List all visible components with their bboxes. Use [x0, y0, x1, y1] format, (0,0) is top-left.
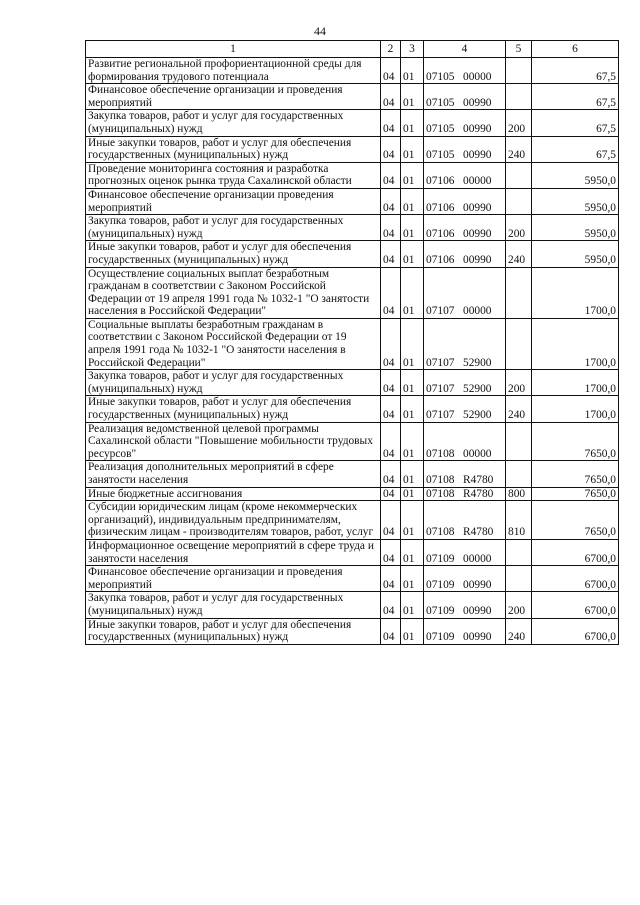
- row-subsection: 01: [401, 592, 424, 618]
- row-direction-code: 00000: [463, 305, 492, 318]
- row-direction-code: 52900: [463, 356, 492, 369]
- row-target-code: [424, 267, 506, 318]
- row-subsection: 01: [401, 566, 424, 592]
- table-row: [86, 58, 619, 84]
- row-target-code: [424, 566, 506, 592]
- row-target-code: [424, 215, 506, 241]
- row-program-code: 07108: [426, 487, 455, 500]
- row-target-code: [424, 396, 506, 422]
- row-section: 04: [381, 162, 401, 188]
- row-subsection: 01: [401, 539, 424, 565]
- table-row: [86, 487, 619, 501]
- row-direction-code: R4780: [463, 526, 494, 539]
- row-name: Иные закупки товаров, работ и услуг для обеспечения государственных (муниципальных) нужд: [86, 241, 381, 267]
- row-direction-code: R4780: [463, 474, 494, 486]
- row-program-code: 07107: [426, 409, 455, 422]
- row-program-code: 07107: [426, 356, 455, 369]
- table-row: [86, 501, 619, 540]
- row-program-code: 07109: [426, 631, 455, 644]
- row-name: Закупка товаров, работ и услуг для государственных (муниципальных) нужд: [86, 370, 381, 396]
- row-direction-code: 00990: [463, 96, 492, 109]
- row-expense-type: 240: [506, 396, 532, 422]
- row-target-code: [424, 370, 506, 396]
- row-name: Реализация ведомственной целевой программы Сахалинской области "Повышение мобильности трудовых ресурсов": [86, 422, 381, 461]
- row-amount: 1700,0: [532, 396, 619, 422]
- row-subsection: 01: [401, 461, 424, 487]
- row-section: 04: [381, 215, 401, 241]
- row-amount: 1700,0: [532, 370, 619, 396]
- row-amount: 1700,0: [532, 318, 619, 369]
- row-program-code: 07105: [426, 70, 455, 83]
- row-section: 04: [381, 396, 401, 422]
- table-row: [86, 267, 619, 318]
- row-name: Финансовое обеспечение организации и проведения мероприятий: [86, 566, 381, 592]
- row-expense-type: 240: [506, 241, 532, 267]
- row-name: Закупка товаров, работ и услуг для государственных (муниципальных) нужд: [86, 110, 381, 136]
- row-name: Субсидии юридическим лицам (кроме некоммерческих организаций), индивидуальным предпринимателям, физическим лицам - производителям товаров, работ, услуг: [86, 501, 381, 540]
- row-direction-code: 00000: [463, 552, 492, 565]
- row-direction-code: 52900: [463, 409, 492, 422]
- row-direction-code: 00990: [463, 253, 492, 266]
- row-subsection: 01: [401, 136, 424, 162]
- row-program-code: 07106: [426, 227, 455, 240]
- row-expense-type: 800: [506, 487, 532, 501]
- row-direction-code: 00000: [463, 175, 492, 188]
- row-program-code: 07108: [426, 474, 455, 486]
- row-name: Развитие региональной профориентационной среды для формирования трудового потенциала: [86, 58, 381, 84]
- row-section: 04: [381, 487, 401, 501]
- row-target-code: [424, 58, 506, 84]
- row-amount: 5950,0: [532, 215, 619, 241]
- table-row: [86, 136, 619, 162]
- row-direction-code: 00000: [463, 447, 492, 460]
- row-program-code: 07105: [426, 122, 455, 135]
- row-amount: 7650,0: [532, 422, 619, 461]
- row-target-code: [424, 162, 506, 188]
- row-direction-code: 00990: [463, 604, 492, 617]
- row-program-code: 07108: [426, 447, 455, 460]
- row-subsection: 01: [401, 110, 424, 136]
- row-expense-type: [506, 461, 532, 487]
- row-section: 04: [381, 58, 401, 84]
- row-amount: 7650,0: [532, 501, 619, 540]
- table-row: [86, 461, 619, 487]
- row-expense-type: [506, 539, 532, 565]
- row-direction-code: 00990: [463, 578, 492, 591]
- row-target-code: [424, 501, 506, 540]
- row-target-code: [424, 618, 506, 644]
- row-amount: 67,5: [532, 136, 619, 162]
- row-expense-type: 200: [506, 215, 532, 241]
- row-expense-type: 200: [506, 592, 532, 618]
- table-row: [86, 84, 619, 110]
- row-section: 04: [381, 501, 401, 540]
- row-program-code: 07105: [426, 149, 455, 162]
- row-name: Закупка товаров, работ и услуг для государственных (муниципальных) нужд: [86, 215, 381, 241]
- table-row: [86, 396, 619, 422]
- row-target-code: [424, 241, 506, 267]
- row-subsection: 01: [401, 241, 424, 267]
- row-section: 04: [381, 422, 401, 461]
- row-subsection: 01: [401, 58, 424, 84]
- column-header: 3: [401, 41, 424, 58]
- row-expense-type: [506, 318, 532, 369]
- table-row: [86, 162, 619, 188]
- table-row: [86, 618, 619, 644]
- row-name: Осуществление социальных выплат безработным гражданам в соответствии с Законом Российской Федерации от 19 апреля 1991 года № 1032-1 "О занятости населения в Российской Федерации": [86, 267, 381, 318]
- row-direction-code: 00990: [463, 149, 492, 162]
- row-subsection: 01: [401, 370, 424, 396]
- row-expense-type: 200: [506, 110, 532, 136]
- row-program-code: 07109: [426, 578, 455, 591]
- row-amount: 67,5: [532, 84, 619, 110]
- table-header-row: [86, 41, 619, 58]
- row-section: 04: [381, 539, 401, 565]
- table-row: [86, 592, 619, 618]
- table-row: [86, 110, 619, 136]
- row-target-code: [424, 188, 506, 214]
- row-program-code: 07109: [426, 604, 455, 617]
- row-expense-type: [506, 566, 532, 592]
- row-program-code: 07106: [426, 201, 455, 214]
- row-name: Иные бюджетные ассигнования: [86, 487, 381, 501]
- row-program-code: 07105: [426, 96, 455, 109]
- row-name: Финансовое обеспечение организации и проведения мероприятий: [86, 84, 381, 110]
- row-target-code: [424, 539, 506, 565]
- row-section: 04: [381, 318, 401, 369]
- row-section: 04: [381, 370, 401, 396]
- row-program-code: 07106: [426, 175, 455, 188]
- row-name: Иные закупки товаров, работ и услуг для обеспечения государственных (муниципальных) нужд: [86, 136, 381, 162]
- table-row: [86, 318, 619, 369]
- row-expense-type: [506, 267, 532, 318]
- row-name: Иные закупки товаров, работ и услуг для обеспечения государственных (муниципальных) нужд: [86, 618, 381, 644]
- row-expense-type: [506, 188, 532, 214]
- row-name: Проведение мониторинга состояния и разработка прогнозных оценок рынка труда Сахалинской области: [86, 162, 381, 188]
- row-direction-code: 00990: [463, 201, 492, 214]
- row-section: 04: [381, 84, 401, 110]
- column-header: 5: [506, 41, 532, 58]
- table-row: [86, 241, 619, 267]
- row-section: 04: [381, 241, 401, 267]
- row-target-code: [424, 592, 506, 618]
- row-program-code: 07106: [426, 253, 455, 266]
- row-amount: 5950,0: [532, 188, 619, 214]
- row-direction-code: 00000: [463, 70, 492, 83]
- row-program-code: 07107: [426, 305, 455, 318]
- row-name: Социальные выплаты безработным гражданам в соответствии с Законом Российской Федерации от 19 апреля 1991 года № 1032-1 "О занятости населения в Российской Федерации": [86, 318, 381, 369]
- row-direction-code: R4780: [463, 487, 494, 500]
- row-subsection: 01: [401, 318, 424, 369]
- table-row: [86, 370, 619, 396]
- row-expense-type: [506, 162, 532, 188]
- row-expense-type: 240: [506, 618, 532, 644]
- row-target-code: [424, 84, 506, 110]
- row-section: 04: [381, 188, 401, 214]
- row-section: 04: [381, 136, 401, 162]
- page-number: 44: [314, 24, 326, 38]
- row-target-code: [424, 461, 506, 487]
- row-name: Реализация дополнительных мероприятий в сфере занятости населения: [86, 461, 381, 487]
- row-section: 04: [381, 592, 401, 618]
- row-expense-type: [506, 422, 532, 461]
- table-row: [86, 215, 619, 241]
- row-expense-type: [506, 58, 532, 84]
- row-subsection: 01: [401, 215, 424, 241]
- row-direction-code: 52900: [463, 382, 492, 395]
- row-amount: 7650,0: [532, 461, 619, 487]
- row-target-code: [424, 136, 506, 162]
- row-direction-code: 00990: [463, 122, 492, 135]
- row-subsection: 01: [401, 487, 424, 501]
- row-section: 04: [381, 618, 401, 644]
- budget-table: [85, 40, 619, 645]
- row-expense-type: 240: [506, 136, 532, 162]
- row-amount: 67,5: [532, 110, 619, 136]
- row-section: 04: [381, 461, 401, 487]
- row-subsection: 01: [401, 162, 424, 188]
- row-direction-code: 00990: [463, 631, 492, 644]
- column-header: 4: [424, 41, 506, 58]
- row-name: Информационное освещение мероприятий в сфере труда и занятости населения: [86, 539, 381, 565]
- row-amount: 6700,0: [532, 592, 619, 618]
- row-direction-code: 00990: [463, 227, 492, 240]
- row-target-code: [424, 318, 506, 369]
- row-program-code: 07108: [426, 526, 455, 539]
- row-subsection: 01: [401, 422, 424, 461]
- row-amount: 6700,0: [532, 618, 619, 644]
- row-amount: 6700,0: [532, 539, 619, 565]
- row-section: 04: [381, 110, 401, 136]
- table-row: [86, 188, 619, 214]
- row-program-code: 07109: [426, 552, 455, 565]
- row-subsection: 01: [401, 501, 424, 540]
- table-row: [86, 539, 619, 565]
- row-name: Закупка товаров, работ и услуг для государственных (муниципальных) нужд: [86, 592, 381, 618]
- row-expense-type: 810: [506, 501, 532, 540]
- row-name: Иные закупки товаров, работ и услуг для обеспечения государственных (муниципальных) нужд: [86, 396, 381, 422]
- column-header: 1: [86, 41, 381, 58]
- row-subsection: 01: [401, 396, 424, 422]
- row-amount: 1700,0: [532, 267, 619, 318]
- row-target-code: [424, 422, 506, 461]
- row-subsection: 01: [401, 84, 424, 110]
- row-subsection: 01: [401, 618, 424, 644]
- row-target-code: [424, 110, 506, 136]
- row-amount: 5950,0: [532, 241, 619, 267]
- row-subsection: 01: [401, 188, 424, 214]
- row-expense-type: [506, 84, 532, 110]
- column-header: 6: [532, 41, 619, 58]
- row-amount: 67,5: [532, 58, 619, 84]
- row-section: 04: [381, 267, 401, 318]
- row-program-code: 07107: [426, 382, 455, 395]
- row-amount: 6700,0: [532, 566, 619, 592]
- row-expense-type: 200: [506, 370, 532, 396]
- table-row: [86, 422, 619, 461]
- row-section: 04: [381, 566, 401, 592]
- row-amount: 5950,0: [532, 162, 619, 188]
- table-row: [86, 566, 619, 592]
- row-amount: 7650,0: [532, 487, 619, 501]
- row-subsection: 01: [401, 267, 424, 318]
- column-header: 2: [381, 41, 401, 58]
- row-name: Финансовое обеспечение организации проведения мероприятий: [86, 188, 381, 214]
- row-target-code: [424, 487, 506, 501]
